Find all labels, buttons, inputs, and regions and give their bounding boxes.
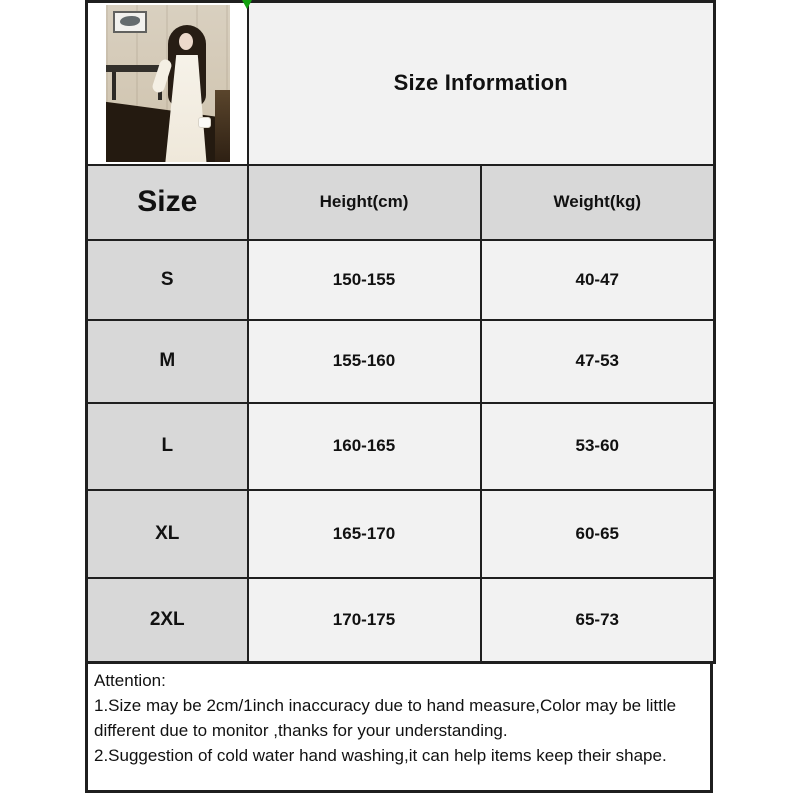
size-label: 2XL [87,578,248,663]
height-value: 150-155 [248,240,481,320]
size-chart-table [85,0,716,664]
height-value: 155-160 [248,320,481,403]
size-label: M [87,320,248,403]
column-header-size: Size [87,165,248,240]
model-face [179,33,193,50]
attention-title: Attention: [94,671,166,690]
height-value: 165-170 [248,490,481,578]
weight-value: 47-53 [481,320,715,403]
attention-note-1: 1.Size may be 2cm/1inch inaccuracy due to hand measure,Color may be little different due to monitor ,thanks for your understanding. [94,696,677,740]
page-title: Size Information [248,2,715,165]
size-label: L [87,403,248,490]
table-row [87,240,715,320]
green-corner-marker-icon [242,0,252,9]
size-chart-sheet [85,0,713,664]
height-value: 170-175 [248,578,481,663]
model-handbag [198,117,211,128]
table-row [87,490,715,578]
size-label: XL [87,490,248,578]
column-header-height: Height(cm) [248,165,481,240]
weight-value: 40-47 [481,240,715,320]
table-row [87,320,715,403]
attention-note [85,661,713,793]
table-leg [112,72,116,100]
table-row [87,403,715,490]
weight-value: 60-65 [481,490,715,578]
product-photo [106,5,230,162]
product-photo-cell [87,2,248,165]
table-row [87,578,715,663]
weight-value: 65-73 [481,578,715,663]
height-value: 160-165 [248,403,481,490]
attention-note-2: 2.Suggestion of cold water hand washing,it can help items keep their shape. [94,746,667,765]
room-corner-shadow [215,90,230,162]
wall-art-frame [113,11,147,33]
size-label: S [87,240,248,320]
weight-value: 53-60 [481,403,715,490]
column-header-weight: Weight(kg) [481,165,715,240]
wall-art [120,16,140,26]
